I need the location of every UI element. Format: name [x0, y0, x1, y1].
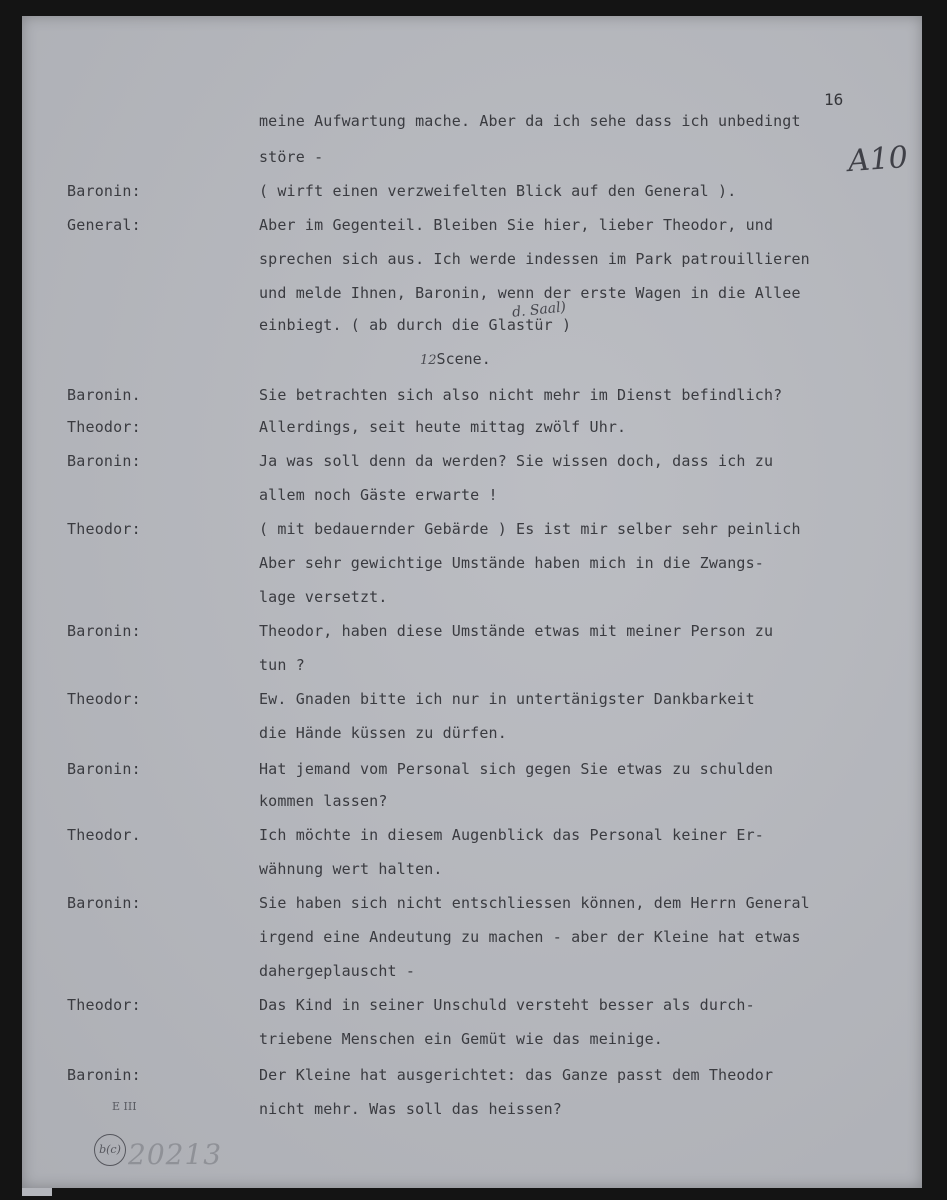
handwritten-correction: d. Saal)	[511, 299, 567, 321]
speaker-label: Theodor:	[67, 418, 141, 436]
text-line: störe -	[259, 148, 324, 166]
paper-edge	[22, 1188, 52, 1196]
text-line: Aber sehr gewichtige Umstände haben mich in die Zwangs-	[259, 554, 764, 572]
text-line: allem noch Gäste erwarte !	[259, 486, 498, 504]
text-line: Das Kind in seiner Unschuld versteht besser als durch-	[259, 996, 755, 1014]
text-line: wähnung wert halten.	[259, 860, 443, 878]
text-line: ( mit bedauernder Gebärde ) Es ist mir selber sehr peinlich	[259, 520, 801, 538]
archive-circle: b(c)	[94, 1134, 126, 1166]
speaker-label: Theodor:	[67, 690, 141, 708]
text-line: Der Kleine hat ausgerichtet: das Ganze passt dem Theodor	[259, 1066, 774, 1084]
text-line: tun ?	[259, 656, 305, 674]
text-line: triebene Menschen ein Gemüt wie das meinige.	[259, 1030, 663, 1048]
speaker-label: Baronin:	[67, 452, 141, 470]
scene-heading-text: Scene.	[436, 350, 491, 368]
speaker-label: Theodor.	[67, 826, 141, 844]
archive-stamp: A10	[846, 139, 909, 180]
speaker-label: Baronin:	[67, 622, 141, 640]
text-line: sprechen sich aus. Ich werde indessen im Park patrouillieren	[259, 250, 810, 268]
text-line: meine Aufwartung mache. Aber da ich sehe dass ich unbedingt	[259, 112, 801, 130]
speaker-label: Baronin:	[67, 760, 141, 778]
speaker-label: Baronin.	[67, 386, 141, 404]
speaker-label: Theodor:	[67, 996, 141, 1014]
speaker-label: Baronin:	[67, 182, 141, 200]
text-line: Allerdings, seit heute mittag zwölf Uhr.	[259, 418, 627, 436]
text-line: Ja was soll denn da werden? Sie wissen doch, dass ich zu	[259, 452, 774, 470]
scene-heading	[420, 350, 491, 368]
text-line: lage versetzt.	[259, 588, 388, 606]
text-line: Sie betrachten sich also nicht mehr im Dienst befindlich?	[259, 386, 783, 404]
speaker-label: General:	[67, 216, 141, 234]
text-line: dahergeplauscht -	[259, 962, 416, 980]
text-line: Ew. Gnaden bitte ich nur in untertänigster Dankbarkeit	[259, 690, 755, 708]
text-line: Theodor, haben diese Umstände etwas mit meiner Person zu	[259, 622, 774, 640]
archive-number: 20213	[128, 1138, 223, 1171]
speaker-label: Theodor:	[67, 520, 141, 538]
text-line: Ich möchte in diesem Augenblick das Personal keiner Er-	[259, 826, 764, 844]
text-line: einbiegt. ( ab durch die Glastür )	[259, 316, 572, 334]
archive-mark: E III	[112, 1100, 137, 1113]
text-line: Sie haben sich nicht entschliessen können, dem Herrn General	[259, 894, 810, 912]
text-line: Hat jemand vom Personal sich gegen Sie etwas zu schulden	[259, 760, 774, 778]
text-line: nicht mehr. Was soll das heissen?	[259, 1100, 562, 1118]
scene-number: 12	[420, 353, 437, 368]
text-line: ( wirft einen verzweifelten Blick auf den General ).	[259, 182, 737, 200]
text-line: kommen lassen?	[259, 792, 388, 810]
text-line: Aber im Gegenteil. Bleiben Sie hier, lieber Theodor, und	[259, 216, 774, 234]
text-line: die Hände küssen zu dürfen.	[259, 724, 507, 742]
speaker-label: Baronin:	[67, 1066, 141, 1084]
text-line: irgend eine Andeutung zu machen - aber der Kleine hat etwas	[259, 928, 801, 946]
text-line: und melde Ihnen, Baronin, wenn der erste Wagen in die Allee	[259, 284, 801, 302]
speaker-label: Baronin:	[67, 894, 141, 912]
page-number: 16	[824, 90, 844, 109]
